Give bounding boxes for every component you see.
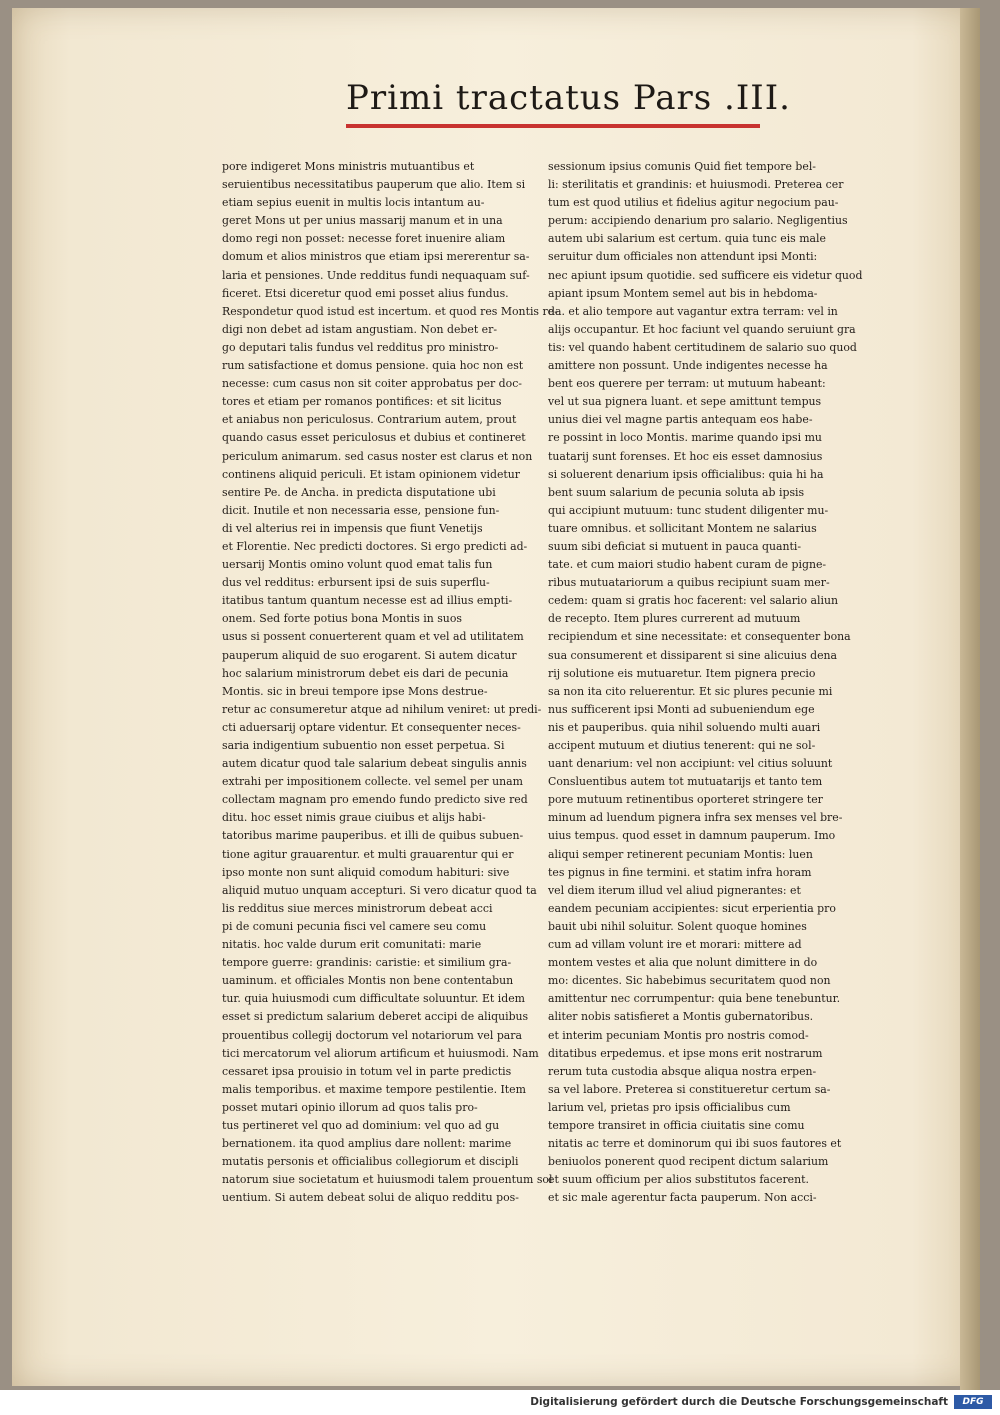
text-line: bent suum salarium de pecunia soluta ab ipsis — [548, 485, 805, 499]
text-line: Consluentibus autem tot mutuatarijs et tanto tem — [548, 775, 823, 789]
text-line: montem vestes et alia que nolunt dimittere in do — [548, 956, 818, 970]
text-line: eandem pecuniam accipientes: sicut erperientia pro — [548, 901, 836, 915]
text-line: minum ad luendum pignera infra sex menses vel bre- — [548, 811, 843, 825]
text-line: posset mutari opinio illorum ad quos talis pro- — [222, 1100, 478, 1114]
text-line: retur ac consumeretur atque ad nihilum veniret: ut predi- — [222, 702, 542, 716]
text-line: aliquid mutuo unquam accepturi. Si vero dicatur quod ta — [222, 883, 537, 897]
text-line: autem ubi salarium est certum. quia tunc eis male — [548, 232, 826, 246]
text-line: uaminum. et officiales Montis non bene contentabun — [222, 974, 514, 988]
text-line: aliqui semper retinerent pecuniam Montis: luen — [548, 847, 813, 861]
text-line: nus sufficerent ipsi Monti ad subueniendum ege — [548, 702, 815, 716]
text-line: sa non ita cito reluerentur. Et sic plures pecunie mi — [548, 684, 833, 698]
text-line: tus pertineret vel quo ad dominium: vel quo ad gu — [222, 1118, 500, 1132]
text-line: tis: vel quando habent certitudinem de salario suo quod — [548, 340, 857, 354]
text-line: amittentur nec corrumpentur: quia bene tenebuntur. — [548, 992, 841, 1006]
text-line: nitatis. hoc valde durum erit comunitati: marie — [222, 938, 482, 952]
text-line: ditatibus erpedemus. et ipse mons erit nostrarum — [548, 1046, 823, 1060]
text-line: et suum officium per alios substitutos facerent. — [548, 1173, 809, 1187]
text-line: qui accipiunt mutuum: tunc student diligenter mu- — [548, 503, 829, 517]
text-line: itatibus tantum quantum necesse est ad illius empti- — [222, 594, 513, 608]
text-line: rum satisfactione et domus pensione. quia hoc non est — [222, 359, 524, 373]
text-line: lis redditus siue merces ministrorum debeat acci — [222, 901, 493, 915]
text-line: nitatis ac terre et dominorum qui ibi suos fautores et — [548, 1137, 842, 1151]
text-line: et aniabus non periculosus. Contrarium autem, prout — [222, 413, 517, 427]
text-line: uius tempus. quod esset in damnum pauperum. Imo — [548, 829, 836, 843]
text-line: pi de comuni pecunia fisci vel camere seu comu — [222, 919, 487, 933]
text-line: cessaret ipsa prouisio in totum vel in parte predictis — [222, 1064, 512, 1078]
text-line: tate. et cum maiori studio habent curam de pigne- — [548, 558, 827, 572]
text-line: de recepto. Item plures currerent ad mutuum — [548, 612, 801, 626]
text-line: ipso monte non sunt aliquid comodum habituri: sive — [222, 865, 510, 879]
text-line: suum sibi deficiat si mutuent in pauca quanti- — [548, 539, 802, 553]
text-line: cti aduersarij optare videntur. Et consequenter neces- — [222, 720, 521, 734]
text-line: domum et alios ministros que etiam ipsi mererentur sa- — [222, 250, 530, 264]
text-line: tes pignus in fine termini. et statim infra horam — [548, 865, 812, 879]
text-line: sua consumerent et dissiparent si sine alicuius dena — [548, 648, 838, 662]
text-line: accipent mutuum et diutius tenerent: qui ne sol- — [548, 739, 816, 752]
text-line: cedem: quam si gratis hoc facerent: vel salario aliun — [548, 594, 838, 608]
text-line: nec apiunt ipsum quotidie. sed sufficere eis videtur quod — [548, 268, 863, 282]
text-line: uersarij Montis omino volunt quod emat talis fun — [222, 558, 493, 572]
text-line: tur. quia huiusmodi cum difficultate soluuntur. Et idem — [222, 992, 525, 1006]
text-line: re possint in loco Montis. marime quando ipsi mu — [548, 431, 822, 445]
text-line: domo regi non posset: necesse foret inuenire aliam — [222, 232, 506, 246]
text-line: larium vel, prietas pro ipsis officialibus cum — [548, 1100, 791, 1114]
text-line: di vel alterius rei in impensis que fiunt Venetijs — [222, 521, 483, 535]
dfg-logo: DFG — [954, 1395, 992, 1409]
text-line: tum est quod utilius et fidelius agitur negocium pau- — [548, 196, 839, 210]
text-line: li: sterilitatis et grandinis: et huiusmodi. Preterea cer — [548, 178, 844, 192]
header-title: Primi tractatus Pars .III. — [346, 78, 791, 118]
text-line: onem. Sed forte potius bona Montis in suos — [222, 612, 462, 626]
text-line: unius diei vel magne partis antequam eos habe- — [548, 413, 813, 427]
text-line: tores et etiam per romanos pontifices: et sit licitus — [222, 395, 502, 409]
text-line: seruitur dum officiales non attendunt ipsi Monti: — [548, 250, 818, 264]
text-line: collectam magnam pro emendo fundo predicto sive red — [222, 793, 528, 807]
text-line: autem dicatur quod tale salarium debeat singulis annis — [222, 757, 527, 771]
text-line: ficeret. Etsi diceretur quod emi posset alius fundus. — [222, 286, 509, 300]
text-line: sa vel labore. Preterea si constitueretur certum sa- — [548, 1082, 831, 1096]
text-line: pore mutuum retinentibus oporteret stringere ter — [548, 793, 823, 807]
text-line: ditu. hoc esset nimis graue ciuibus et alijs habi- — [222, 811, 486, 825]
text-line: digi non debet ad istam angustiam. Non debet er- — [222, 322, 497, 336]
text-line: malis temporibus. et maxime tempore pestilentie. Item — [222, 1082, 526, 1096]
page-edge — [960, 8, 980, 1398]
text-line: da. et alio tempore aut vagantur extra terram: vel in — [548, 304, 838, 318]
text-line: bent eos querere per terram: ut mutuum habeant: — [548, 377, 826, 391]
rubric-underline — [346, 124, 760, 128]
text-line: et sic male agerentur facta pauperum. Non acci- — [548, 1191, 817, 1205]
text-column-right — [548, 158, 863, 1207]
text-line: tatoribus marime pauperibus. et illi de quibus subuen- — [222, 829, 524, 843]
text-line: quando casus esset periculosus et dubius et contineret — [222, 431, 526, 445]
text-line: ribus mutuatariorum a quibus recipiunt suam mer- — [548, 576, 830, 590]
footer-bar — [0, 1390, 1000, 1415]
text-line: et Florentie. Nec predicti doctores. Si ergo predicti ad- — [222, 539, 528, 553]
text-line: dus vel redditus: erbursent ipsi de suis superflu- — [222, 576, 490, 590]
text-line: Respondetur quod istud est incertum. et quod res Montis re- — [222, 304, 558, 318]
text-line: geret Mons ut per unius massarij manum et in una — [222, 214, 503, 228]
text-line: dicit. Inutile et non necessaria esse, pensione fun- — [222, 503, 500, 517]
text-column-left — [222, 158, 558, 1207]
running-header — [346, 78, 791, 134]
text-line: go deputari talis fundus vel redditus pro ministro- — [222, 340, 499, 354]
text-line: cum ad villam volunt ire et morari: mittere ad — [548, 938, 802, 952]
text-line: periculum animarum. sed casus noster est clarus et non — [222, 449, 533, 463]
text-line: sessionum ipsius comunis Quid fiet tempore bel- — [548, 160, 816, 173]
text-line: si soluerent denarium ipsis officialibus: quia hi ha — [548, 467, 824, 481]
text-line: bauit ubi nihil soluitur. Solent quoque homines — [548, 919, 807, 933]
text-line: bernationem. ita quod amplius dare nollent: marime — [222, 1137, 512, 1151]
text-line: rerum tuta custodia absque aliqua nostra erpen- — [548, 1064, 817, 1078]
text-line: tempore transiret in officia ciuitatis sine comu — [548, 1118, 805, 1132]
text-line: Montis. sic in breui tempore ipse Mons destrue- — [222, 684, 488, 698]
text-line: laria et pensiones. Unde redditus fundi nequaquam suf- — [222, 268, 530, 282]
text-line: beniuolos ponerent quod recipent dictum salarium — [548, 1155, 829, 1169]
text-line: mo: dicentes. Sic habebimus securitatem quod non — [548, 974, 831, 988]
text-line: saria indigentium subuentio non esset perpetua. Si — [222, 739, 505, 752]
text-line: necesse: cum casus non sit coiter approbatus per doc- — [222, 377, 522, 391]
text-line: usus si possent conuerterent quam et vel ad utilitatem — [222, 630, 524, 644]
text-line: et interim pecuniam Montis pro nostris comod- — [548, 1028, 809, 1042]
text-line: mutatis personis et officialibus collegiorum et discipli — [222, 1155, 519, 1169]
text-line: alijs occupantur. Et hoc faciunt vel quando seruiunt gra — [548, 322, 856, 336]
text-line: apiant ipsum Montem semel aut bis in hebdoma- — [548, 286, 818, 300]
text-line: pore indigeret Mons ministris mutuantibus et — [222, 160, 475, 173]
text-line: prouentibus collegij doctorum vel notariorum vel para — [222, 1028, 522, 1042]
text-line: nis et pauperibus. quia nihil soluendo multi auari — [548, 720, 821, 734]
text-line: aliter nobis satisfieret a Montis gubernatoribus. — [548, 1010, 814, 1024]
text-line: hoc salarium ministrorum debet eis dari de pecunia — [222, 666, 509, 680]
text-line: perum: accipiendo denarium pro salario. Negligentius — [548, 214, 848, 228]
text-line: natorum siue societatum et huiusmodi talem prouentum sol — [222, 1173, 553, 1187]
text-line: tici mercatorum vel aliorum artificum et huiusmodi. Nam — [222, 1046, 539, 1060]
text-line: amittere non possunt. Unde indigentes necesse ha — [548, 359, 828, 373]
text-line: sentire Pe. de Ancha. in predicta disputatione ubi — [222, 485, 496, 499]
text-line: extrahi per impositionem collecte. vel semel per unam — [222, 775, 523, 789]
text-line: rij solutione eis mutuaretur. Item pignera precio — [548, 666, 816, 680]
text-line: vel ut sua pignera luant. et sepe amittunt tempus — [548, 395, 822, 409]
text-line: tempore guerre: grandinis: caristie: et similium gra- — [222, 956, 512, 970]
text-line: esset si predictum salarium deberet accipi de aliquibus — [222, 1010, 529, 1024]
text-line: uentium. Si autem debeat solui de aliquo redditu pos- — [222, 1191, 519, 1205]
text-line: tuare omnibus. et sollicitant Montem ne salarius — [548, 521, 817, 535]
text-line: tione agitur grauarentur. et multi grauarentur qui er — [222, 847, 514, 861]
text-line: tuatarij sunt forenses. Et hoc eis esset damnosius — [548, 449, 823, 463]
text-line: pauperum aliquid de suo erogarent. Si autem dicatur — [222, 648, 517, 662]
text-line: vel diem iterum illud vel aliud pignerantes: et — [548, 883, 801, 897]
text-line: uant denarium: vel non accipiunt: vel citius soluunt — [548, 757, 833, 771]
text-line: etiam sepius euenit in multis locis intantum au- — [222, 196, 485, 210]
text-line: recipiendum et sine necessitate: et consequenter bona — [548, 630, 851, 644]
text-line: seruientibus necessitatibus pauperum que alio. Item si — [222, 178, 526, 192]
funding-credit: Digitalisierung gefördert durch die Deutsche Forschungsgemeinschaft — [530, 1396, 948, 1408]
text-line: continens aliquid periculi. Et istam opinionem videtur — [222, 467, 521, 481]
